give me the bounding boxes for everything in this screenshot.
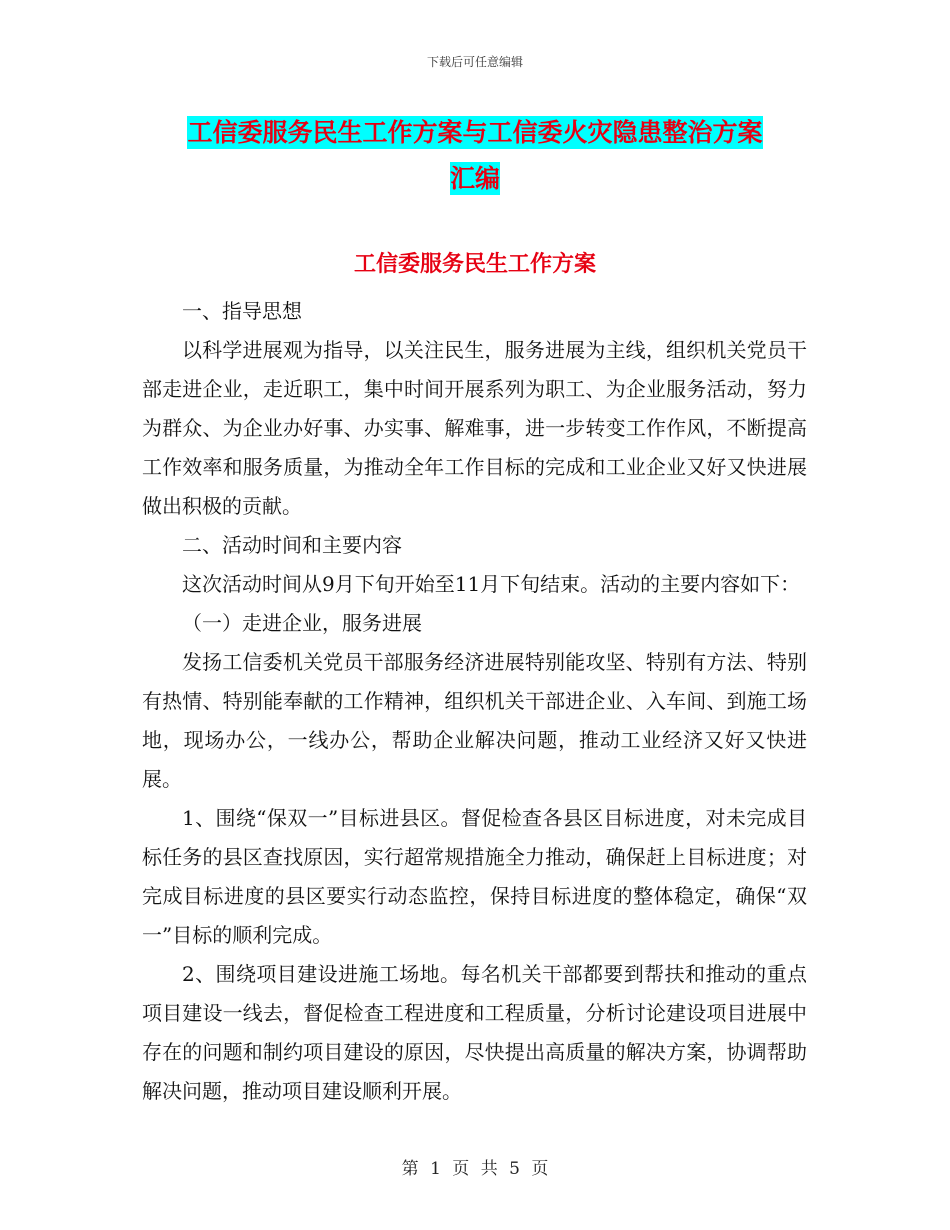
heading-guiding-ideology: 一、指导思想 — [182, 299, 302, 323]
paragraph-item-2: 2、围绕项目建设进施工场地。每名机关干部都要到帮扶和推动的重点项目建设一线去，督促检查工程进度和工程质量，分析讨论建设项目进展中存在的问题和制约项目建设的原因，尽快提出高质量的解决方案，协调帮助解决问题，推动项目建设顺利开展。 — [142, 962, 807, 1103]
paragraph-enter-enterprises: 发扬工信委机关党员干部服务经济进展特别能攻坚、特别有方法、特别有热情、特别能奉献的工作精神，组织机关干部进企业、入车间、到施工场地，现场办公，一线办公，帮助企业解决问题，推动工业经济又好又快进展。 — [142, 650, 807, 791]
paragraph-item-1: 1、围绕“保双一”目标进县区。督促检查各县区目标进度，对未完成目标任务的县区查找原因，实行超常规措施全力推动，确保赶上目标进度；对完成目标进度的县区要实行动态监控，保持目标进度的整体稳定，确保“双一”目标的顺利完成。 — [142, 806, 807, 947]
subheading-enter-enterprises: （一）走进企业，服务进展 — [182, 611, 422, 635]
document-title-line1: 工信委服务民生工作方案与工信委火灾隐患整治方案 — [187, 118, 763, 147]
page-number: 第 1 页 共 5 页 — [401, 1159, 549, 1179]
paragraph-guiding-ideology: 以科学进展观为指导，以关注民生，服务进展为主线，组织机关党员干部走进企业，走近职工，集中时间开展系列为职工、为企业服务活动，努力为群众、为企业办好事、办实事、解难事，进一步转变工作作风，不断提高工作效率和服务质量，为推动全年工作目标的完成和工业企业又好又快进展做出积极的贡献。 — [142, 338, 807, 518]
paragraph-activity-time: 这次活动时间从9月下旬开始至11月下旬结束。活动的主要内容如下： — [182, 572, 801, 596]
document-body — [142, 292, 807, 1111]
section-title: 工信委服务民生工作方案 — [353, 252, 596, 277]
heading-activity-time: 二、活动时间和主要内容 — [182, 533, 402, 557]
document-title — [140, 110, 810, 202]
document-title-line2: 汇编 — [449, 164, 500, 193]
header-note: 下载后可任意编辑 — [426, 55, 523, 69]
